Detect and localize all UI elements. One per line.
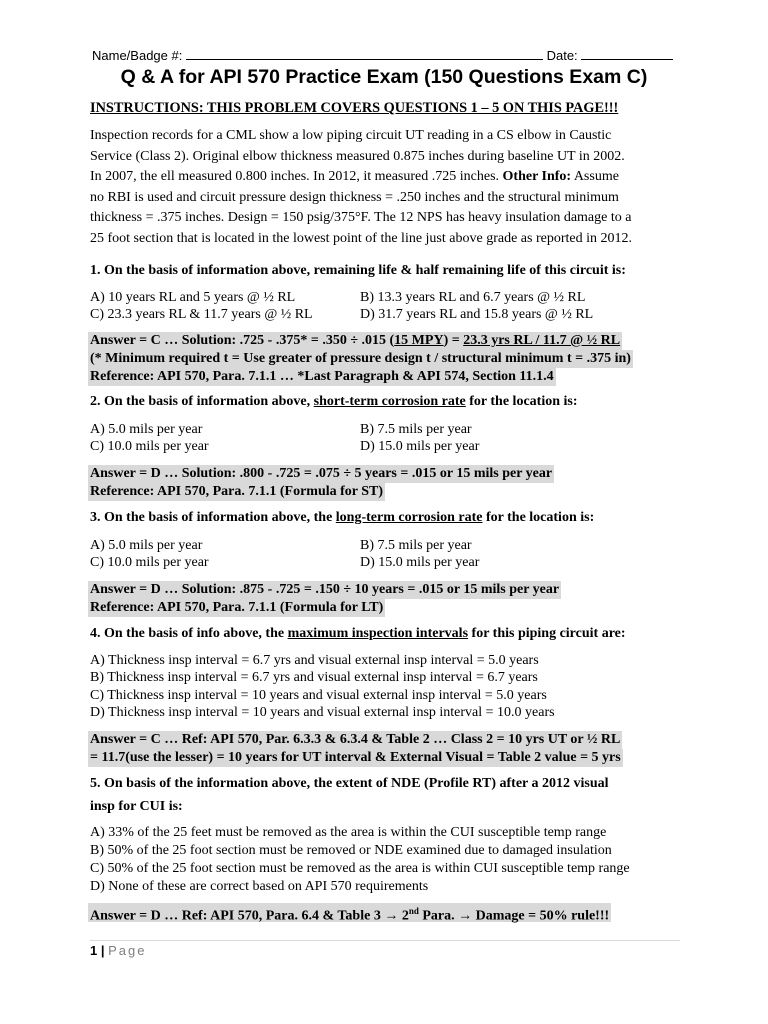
option-c: C) 50% of the 25 foot section must be removed as the area is within CUI susceptible temp range <box>90 861 630 876</box>
answer-reference: Reference: API 570, Para. 7.1.1 (Formula for LT) <box>90 600 384 615</box>
question-2: 2. On the basis of information above, short-term corrosion rate for the location is: <box>90 394 578 409</box>
answer-reference: Reference: API 570, Para. 7.1.1 … *Last Paragraph & API 574, Section 11.1.4 <box>90 369 554 384</box>
answer-line: (* Minimum required t = Use greater of pressure design t / structural minimum t = .375 in) <box>90 351 631 366</box>
arrow-right-icon: → <box>458 908 473 924</box>
intro-line: thickness = .375 inches. Design = 150 psig/375°F. The 12 NPS has heavy insulation damage to a <box>90 210 632 225</box>
question-4: 4. On the basis of info above, the maximum inspection intervals for this piping circuit are: <box>90 626 626 641</box>
option-b: B) 13.3 years RL and 6.7 years @ ½ RL <box>360 290 586 305</box>
option-d: D) 15.0 mils per year <box>360 555 480 570</box>
footer-divider <box>90 940 680 941</box>
arrow-right-icon: → <box>384 908 399 924</box>
option-b: B) Thickness insp interval = 6.7 yrs and visual external insp interval = 6.7 years <box>90 670 538 686</box>
option-d: D) Thickness insp interval = 10 years and visual external insp interval = 10.0 years <box>90 704 555 720</box>
answer-2 <box>88 465 554 501</box>
option-b: B) 50% of the 25 foot section must be removed or NDE examined due to damaged insulation <box>90 843 612 858</box>
question-2-options <box>90 421 690 455</box>
option-d: D) None of these are correct based on API 570 requirements <box>90 879 429 894</box>
option-c: C) Thickness insp interval = 10 years and visual external insp interval = 5.0 years <box>90 687 547 703</box>
option-c: C) 10.0 mils per year <box>90 555 209 570</box>
answer-4 <box>88 731 623 767</box>
footer-separator: | <box>100 943 105 958</box>
option-b: B) 7.5 mils per year <box>360 422 472 437</box>
answer-1 <box>88 332 633 386</box>
name-badge-label: Name/Badge #: <box>92 48 183 63</box>
option-a: A) 5.0 mils per year <box>90 422 203 437</box>
answer-5 <box>88 903 611 924</box>
question-3: 3. On the basis of information above, the long-term corrosion rate for the location is: <box>90 510 595 525</box>
date-label: Date: <box>546 48 578 63</box>
question-5-options <box>90 824 690 896</box>
option-a: A) Thickness insp interval = 6.7 yrs and visual external insp interval = 5.0 years <box>90 653 539 668</box>
option-b: B) 7.5 mils per year <box>360 538 472 553</box>
option-c: C) 23.3 years RL & 11.7 years @ ½ RL <box>90 307 313 322</box>
question-3-options <box>90 537 690 571</box>
question-5: 5. On basis of the information above, the extent of NDE (Profile RT) after a 2012 visual insp for CUI is: <box>90 776 609 814</box>
intro-line: Service (Class 2). Original elbow thickness measured 0.875 inches during baseline UT in 2002. <box>90 148 625 164</box>
answer-line: Answer = D … Solution: .800 - .725 = .075 ÷ 5 years = .015 or 15 mils per year <box>90 466 553 481</box>
intro-line: Inspection records for a CML show a low piping circuit UT reading in a CS elbow in Caustic <box>90 128 612 143</box>
question-1: 1. On the basis of information above, remaining life & half remaining life of this circuit is: <box>90 263 626 278</box>
name-badge-blank <box>186 47 543 60</box>
page-label: Page <box>108 943 147 958</box>
answer-line: Answer = C … Solution: .725 - .375* = .350 ÷ .015 (15 MPY) = 23.3 yrs RL / 11.7 @ ½ RL <box>90 333 621 348</box>
answer-3 <box>88 581 561 617</box>
intro-line: In 2007, the ell measured 0.800 inches. In 2012, it measured .725 inches. Other Info: Assume <box>90 169 619 184</box>
page-footer <box>90 943 147 958</box>
answer-line: Answer = D … Solution: .875 - .725 = .150 ÷ 10 years = .015 or 15 mils per year <box>90 582 560 597</box>
page-number: 1 <box>90 943 98 958</box>
option-a: A) 10 years RL and 5 years @ ½ RL <box>90 290 296 305</box>
option-d: D) 15.0 mils per year <box>360 439 480 454</box>
intro-line: 25 foot section that is located in the lowest point of the line just above grade as reported in 2012. <box>90 230 632 246</box>
intro-paragraph <box>90 126 682 249</box>
option-d: D) 31.7 years RL and 15.8 years @ ½ RL <box>360 307 594 322</box>
option-a: A) 33% of the 25 feet must be removed as the area is within the CUI susceptible temp range <box>90 825 607 840</box>
instructions: INSTRUCTIONS: THIS PROBLEM COVERS QUESTIONS 1 – 5 ON THIS PAGE!!! <box>90 100 619 116</box>
answer-reference: Reference: API 570, Para. 7.1.1 (Formula for ST) <box>90 484 384 499</box>
page-title: Q & A for API 570 Practice Exam (150 Questions Exam C) <box>120 66 648 88</box>
answer-line: Answer = D … Ref: API 570, Para. 6.4 & Table 3 → 2nd Para. → Damage = 50% rule!!! <box>88 903 611 922</box>
other-info-label: Other Info: <box>502 169 572 184</box>
name-date-line <box>92 47 673 63</box>
answer-line: = 11.7(use the lesser) = 10 years for UT interval & External Visual = Table 2 value = 5 yrs <box>90 750 621 765</box>
question-1-options <box>90 289 690 323</box>
answer-line: Answer = C … Ref: API 570, Par. 6.3.3 & 6.3.4 & Table 2 … Class 2 = 10 yrs UT or ½ RL <box>90 732 621 747</box>
date-blank <box>581 47 673 60</box>
question-4-options <box>90 652 690 721</box>
option-a: A) 5.0 mils per year <box>90 538 203 553</box>
intro-line: no RBI is used and circuit pressure design thickness = .250 inches and the structural minimum <box>90 189 619 205</box>
option-c: C) 10.0 mils per year <box>90 439 209 454</box>
